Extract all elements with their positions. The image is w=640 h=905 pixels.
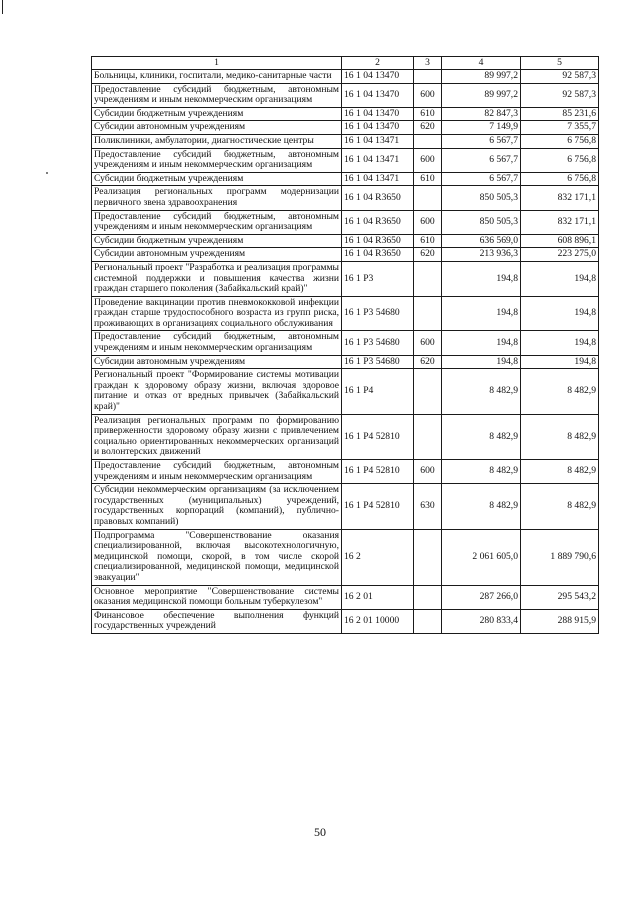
row-code-cell: 16 1 P3 54680 bbox=[342, 296, 414, 331]
row-name-cell: Предоставление субсидий бюджетным, автономным учреждениям и иным некоммерческим организациям bbox=[92, 331, 342, 355]
column-header-2: 2 bbox=[342, 57, 414, 70]
row-expense-type-cell: 600 bbox=[414, 331, 442, 355]
row-amount-year1-cell: 2 061 605,0 bbox=[442, 529, 521, 585]
row-amount-year1-cell: 194,8 bbox=[442, 355, 521, 369]
row-expense-type-cell: 600 bbox=[414, 210, 442, 234]
row-amount-year2-cell: 92 587,3 bbox=[521, 83, 599, 107]
row-expense-type-cell bbox=[414, 134, 442, 148]
row-amount-year2-cell: 8 482,9 bbox=[521, 460, 599, 484]
row-code-cell: 16 1 P3 54680 bbox=[342, 355, 414, 369]
row-amount-year1-cell: 89 997,2 bbox=[442, 70, 521, 84]
row-expense-type-cell: 620 bbox=[414, 248, 442, 262]
row-expense-type-cell: 600 bbox=[414, 148, 442, 172]
table-row bbox=[92, 210, 599, 234]
column-header-5: 5 bbox=[521, 57, 599, 70]
row-name-cell: Предоставление субсидий бюджетным, автономным учреждениям и иным некоммерческим организациям bbox=[92, 83, 342, 107]
row-name-cell: Предоставление субсидий бюджетным, автономным учреждениям и иным некоммерческим организациям bbox=[92, 210, 342, 234]
row-name-cell: Субсидии некоммерческим организациям (за исключением государственных (муниципальных) учреждений, государственных корпораций (компаний), публично-правовых компаний) bbox=[92, 484, 342, 529]
table-row bbox=[92, 414, 599, 459]
row-expense-type-cell: 630 bbox=[414, 484, 442, 529]
row-code-cell: 16 1 04 13470 bbox=[342, 107, 414, 121]
row-expense-type-cell bbox=[414, 609, 442, 633]
row-name-cell: Субсидии автономным учреждениям bbox=[92, 248, 342, 262]
row-amount-year2-cell: 608 896,1 bbox=[521, 234, 599, 248]
row-amount-year1-cell: 6 567,7 bbox=[442, 172, 521, 186]
table-row bbox=[92, 484, 599, 529]
row-code-cell: 16 1 04 R3650 bbox=[342, 210, 414, 234]
table-row bbox=[92, 107, 599, 121]
row-expense-type-cell bbox=[414, 296, 442, 331]
column-header-3: 3 bbox=[414, 57, 442, 70]
table-row bbox=[92, 121, 599, 135]
table-row bbox=[92, 248, 599, 262]
row-amount-year2-cell: 8 482,9 bbox=[521, 369, 599, 414]
row-expense-type-cell: 620 bbox=[414, 355, 442, 369]
row-expense-type-cell: 610 bbox=[414, 234, 442, 248]
row-expense-type-cell bbox=[414, 529, 442, 585]
row-amount-year1-cell: 8 482,9 bbox=[442, 484, 521, 529]
row-amount-year2-cell: 8 482,9 bbox=[521, 414, 599, 459]
table-row bbox=[92, 261, 599, 296]
row-amount-year2-cell: 194,8 bbox=[521, 331, 599, 355]
row-expense-type-cell bbox=[414, 261, 442, 296]
table-row bbox=[92, 585, 599, 609]
row-amount-year2-cell: 832 171,1 bbox=[521, 210, 599, 234]
row-code-cell: 16 1 04 13471 bbox=[342, 172, 414, 186]
table-row bbox=[92, 172, 599, 186]
column-header-4: 4 bbox=[442, 57, 521, 70]
row-name-cell: Больницы, клиники, госпитали, медико-санитарные части bbox=[92, 70, 342, 84]
row-name-cell: Реализация региональных программ по формированию приверженности здоровому образу жизни с привлечением социально ориентированных некоммерческих организаций и волонтерских движений bbox=[92, 414, 342, 459]
table-row bbox=[92, 609, 599, 633]
row-amount-year2-cell: 6 756,8 bbox=[521, 148, 599, 172]
row-code-cell: 16 1 04 13471 bbox=[342, 134, 414, 148]
row-code-cell: 16 1 04 13470 bbox=[342, 121, 414, 135]
page-number: 50 bbox=[314, 825, 326, 839]
row-code-cell: 16 1 P4 52810 bbox=[342, 484, 414, 529]
table-row bbox=[92, 83, 599, 107]
row-amount-year2-cell: 288 915,9 bbox=[521, 609, 599, 633]
table-row bbox=[92, 355, 599, 369]
row-amount-year2-cell: 223 275,0 bbox=[521, 248, 599, 262]
row-amount-year1-cell: 7 149,9 bbox=[442, 121, 521, 135]
table-row bbox=[92, 134, 599, 148]
row-name-cell: Проведение вакцинации против пневмококковой инфекции граждан старше трудоспособного возраста из групп риска, проживающих в организациях социального обслуживания bbox=[92, 296, 342, 331]
row-code-cell: 16 1 P3 54680 bbox=[342, 331, 414, 355]
row-amount-year1-cell: 194,8 bbox=[442, 331, 521, 355]
row-code-cell: 16 2 01 bbox=[342, 585, 414, 609]
row-expense-type-cell: 600 bbox=[414, 83, 442, 107]
table-row bbox=[92, 186, 599, 210]
table-row bbox=[92, 148, 599, 172]
row-code-cell: 16 2 01 10000 bbox=[342, 609, 414, 633]
row-expense-type-cell bbox=[414, 186, 442, 210]
row-amount-year2-cell: 8 482,9 bbox=[521, 484, 599, 529]
table-row bbox=[92, 70, 599, 84]
row-name-cell: Подпрограмма "Совершенствование оказания специализированной, включая высокотехнологичную, медицинской помощи, скорой, в том числе скорой специализированной, медицинской помощи, медицинской эвакуации" bbox=[92, 529, 342, 585]
row-code-cell: 16 1 04 13471 bbox=[342, 148, 414, 172]
table-row bbox=[92, 529, 599, 585]
row-name-cell: Основное мероприятие "Совершенствование системы оказания медицинской помощи больным туберкулезом" bbox=[92, 585, 342, 609]
row-code-cell: 16 1 04 R3650 bbox=[342, 186, 414, 210]
table-header-row bbox=[92, 57, 599, 70]
row-expense-type-cell: 610 bbox=[414, 172, 442, 186]
row-amount-year2-cell: 6 756,8 bbox=[521, 172, 599, 186]
row-amount-year2-cell: 1 889 790,6 bbox=[521, 529, 599, 585]
scan-edge-mark bbox=[2, 0, 3, 14]
row-amount-year2-cell: 194,8 bbox=[521, 261, 599, 296]
row-expense-type-cell bbox=[414, 70, 442, 84]
table-row bbox=[92, 331, 599, 355]
row-amount-year2-cell: 194,8 bbox=[521, 296, 599, 331]
row-name-cell: Субсидии бюджетным учреждениям bbox=[92, 234, 342, 248]
row-amount-year2-cell: 832 171,1 bbox=[521, 186, 599, 210]
row-name-cell: Региональный проект "Разработка и реализация программы системной поддержки и повышения качества жизни граждан старшего поколения (Забайкальский край)" bbox=[92, 261, 342, 296]
row-amount-year2-cell: 194,8 bbox=[521, 355, 599, 369]
row-code-cell: 16 1 P4 52810 bbox=[342, 460, 414, 484]
row-code-cell: 16 1 04 13470 bbox=[342, 70, 414, 84]
row-amount-year1-cell: 89 997,2 bbox=[442, 83, 521, 107]
row-amount-year2-cell: 85 231,6 bbox=[521, 107, 599, 121]
row-code-cell: 16 1 04 R3650 bbox=[342, 234, 414, 248]
row-code-cell: 16 1 P4 bbox=[342, 369, 414, 414]
row-amount-year1-cell: 8 482,9 bbox=[442, 414, 521, 459]
row-amount-year1-cell: 280 833,4 bbox=[442, 609, 521, 633]
row-expense-type-cell bbox=[414, 585, 442, 609]
row-amount-year1-cell: 8 482,9 bbox=[442, 369, 521, 414]
row-code-cell: 16 1 P3 bbox=[342, 261, 414, 296]
row-amount-year1-cell: 194,8 bbox=[442, 296, 521, 331]
budget-table bbox=[91, 56, 599, 634]
row-expense-type-cell bbox=[414, 369, 442, 414]
row-amount-year1-cell: 213 936,3 bbox=[442, 248, 521, 262]
row-amount-year1-cell: 6 567,7 bbox=[442, 148, 521, 172]
row-amount-year1-cell: 287 266,0 bbox=[442, 585, 521, 609]
row-name-cell: Субсидии бюджетным учреждениям bbox=[92, 107, 342, 121]
table-row bbox=[92, 234, 599, 248]
row-expense-type-cell bbox=[414, 414, 442, 459]
row-amount-year1-cell: 194,8 bbox=[442, 261, 521, 296]
row-amount-year2-cell: 295 543,2 bbox=[521, 585, 599, 609]
table-row bbox=[92, 369, 599, 414]
table-row bbox=[92, 460, 599, 484]
row-code-cell: 16 1 P4 52810 bbox=[342, 414, 414, 459]
row-code-cell: 16 2 bbox=[342, 529, 414, 585]
row-name-cell: Финансовое обеспечение выполнения функций государственных учреждений bbox=[92, 609, 342, 633]
row-name-cell: Субсидии бюджетным учреждениям bbox=[92, 172, 342, 186]
table-body bbox=[92, 70, 599, 634]
row-amount-year2-cell: 7 355,7 bbox=[521, 121, 599, 135]
row-amount-year1-cell: 6 567,7 bbox=[442, 134, 521, 148]
row-code-cell: 16 1 04 R3650 bbox=[342, 248, 414, 262]
row-expense-type-cell: 600 bbox=[414, 460, 442, 484]
scan-speck bbox=[46, 172, 48, 174]
row-name-cell: Реализация региональных программ модернизации первичного звена здравоохранения bbox=[92, 186, 342, 210]
column-header-1: 1 bbox=[92, 57, 342, 70]
row-amount-year1-cell: 8 482,9 bbox=[442, 460, 521, 484]
row-name-cell: Поликлиники, амбулатории, диагностические центры bbox=[92, 134, 342, 148]
row-name-cell: Предоставление субсидий бюджетным, автономным учреждениям и иным некоммерческим организациям bbox=[92, 460, 342, 484]
row-amount-year1-cell: 82 847,3 bbox=[442, 107, 521, 121]
row-name-cell: Субсидии автономным учреждениям bbox=[92, 121, 342, 135]
row-amount-year2-cell: 6 756,8 bbox=[521, 134, 599, 148]
row-code-cell: 16 1 04 13470 bbox=[342, 83, 414, 107]
row-amount-year1-cell: 636 569,0 bbox=[442, 234, 521, 248]
row-name-cell: Региональный проект "Формирование системы мотивации граждан к здоровому образу жизни, включая здоровое питание и отказ от вредных привычек (Забайкальский край)" bbox=[92, 369, 342, 414]
row-amount-year1-cell: 850 505,3 bbox=[442, 186, 521, 210]
row-amount-year1-cell: 850 505,3 bbox=[442, 210, 521, 234]
row-name-cell: Предоставление субсидий бюджетным, автономным учреждениям и иным некоммерческим организациям bbox=[92, 148, 342, 172]
row-name-cell: Субсидии автономным учреждениям bbox=[92, 355, 342, 369]
table-row bbox=[92, 296, 599, 331]
row-expense-type-cell: 620 bbox=[414, 121, 442, 135]
row-expense-type-cell: 610 bbox=[414, 107, 442, 121]
row-amount-year2-cell: 92 587,3 bbox=[521, 70, 599, 84]
